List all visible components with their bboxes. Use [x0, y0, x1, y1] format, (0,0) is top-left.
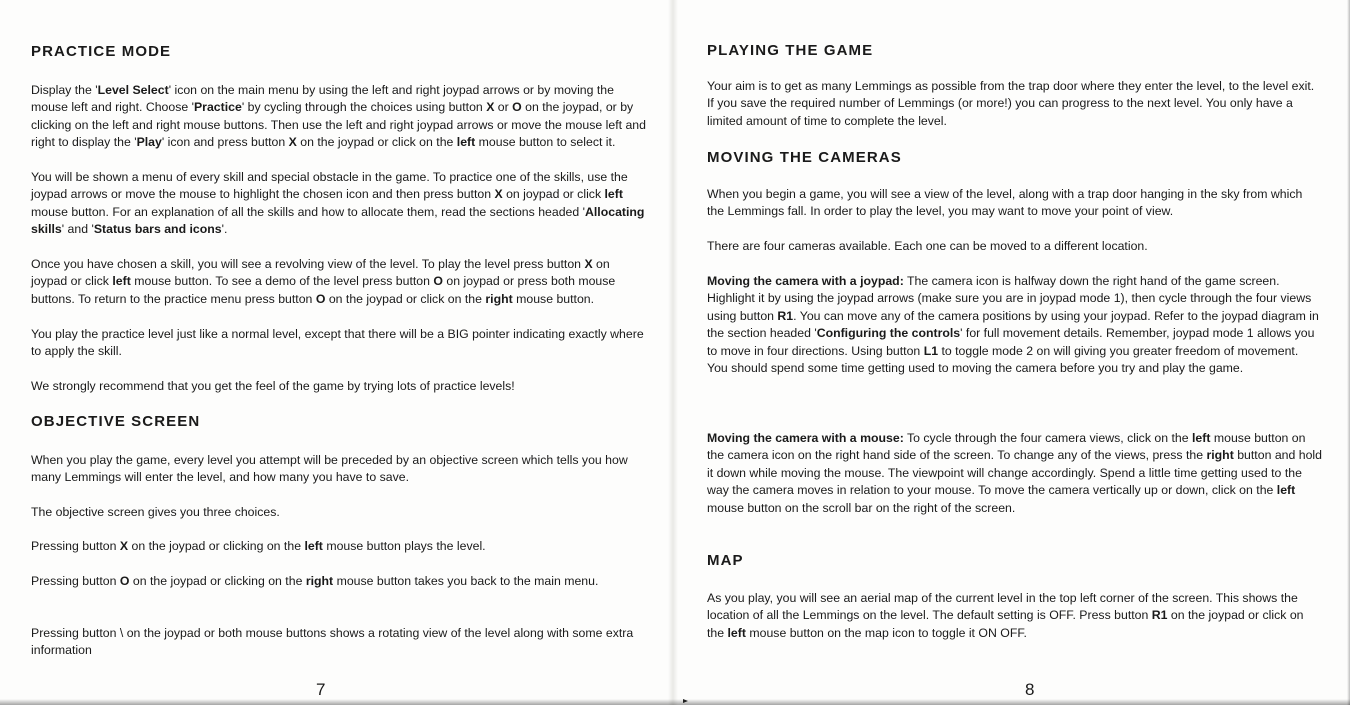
playing-the-game-heading: PLAYING THE GAME	[707, 42, 874, 59]
bold-term: Play	[136, 135, 162, 150]
bold-term: right	[1206, 448, 1234, 463]
objective-paragraph-3: Pressing button X on the joypad or clicking on the left mouse button plays the level.	[31, 539, 486, 553]
bold-term: X	[486, 100, 495, 115]
bold-term: Configuring the controls	[816, 326, 961, 341]
bold-term: O	[315, 291, 326, 306]
bold-term: Moving the camera with a joypad:	[707, 274, 904, 288]
bold-term: R1	[777, 308, 794, 323]
bold-term: right	[305, 574, 334, 588]
bold-term: X	[119, 539, 129, 553]
bold-term: left	[727, 625, 746, 640]
cameras-paragraph-4: Moving the camera with a mouse: To cycle through the four camera views, click on the left mouse button on the camera icon on the right hand side of the screen. To change any of the views, press the right button and hold it down while moving the mouse. The viewpoint will change accordingly. Spend a little time getting used to the way the camera moves in relation to your mouse. To move the camera vertically up or down, click on the left mouse button on the scroll bar on the right of the screen.	[707, 431, 1323, 515]
bold-term: left	[1192, 431, 1211, 445]
page-number-left: 7	[316, 680, 326, 699]
left-page	[0, 0, 672, 705]
practice-paragraph-4: You play the practice level just like a normal level, except that there will be a BIG pointer indicating exactly where to apply the skill.	[31, 327, 644, 359]
moving-the-cameras-heading: MOVING THE CAMERAS	[707, 149, 902, 166]
cameras-paragraph-3: Moving the camera with a joypad: The camera icon is halfway down the right hand of the game screen. Highlight it by using the joypad arrows (make sure you are in joypad mode 1), then cycle through the four views using button R1. You can move any of the camera positions by using your joypad. Refer to the joypad diagram in the section headed 'Configuring the controls' for full movement details. Remember, joypad mode 1 allows you to move in four directions. Using button L1 to toggle mode 2 on will giving you greater freedom of movement. You should spend some time getting used to moving the camera before you try and play the game.	[707, 274, 1319, 376]
cameras-paragraph-2: There are four cameras available. Each one can be moved to a different location.	[707, 239, 1148, 253]
bold-term: O	[433, 274, 443, 289]
bold-term: left	[456, 135, 476, 150]
bold-term: Status bars and icons	[93, 222, 222, 237]
bold-term: Practice	[193, 100, 242, 115]
cameras-paragraph-1: When you begin a game, you will see a view of the level, along with a trap door hanging in the sky from which the Lemmings fall. In order to play the level, you may want to move your point of view.	[707, 187, 1303, 219]
bold-term: O	[512, 100, 522, 115]
bold-term: X	[494, 187, 503, 202]
objective-screen-heading: OBJECTIVE SCREEN	[31, 413, 201, 430]
objective-paragraph-2: The objective screen gives you three choices.	[31, 505, 280, 519]
playing-paragraph-1: Your aim is to get as many Lemmings as possible from the trap door where they enter the level, to the level exit. If you save the required number of Lemmings (or more!) you can progress to the next level. You only have a limited amount of time to complete the level.	[707, 79, 1315, 128]
objective-paragraph-5: Pressing button \ on the joypad or both mouse buttons shows a rotating view of the level along with some extra information	[31, 626, 634, 658]
map-paragraph-1: As you play, you will see an aerial map of the current level in the top left corner of the screen. This shows the location of all the Lemmings on the level. The default setting is OFF. Press button R1 on the joypad or click on the left mouse button on the map icon to toggle it ON OFF.	[707, 591, 1304, 640]
practice-mode-heading: PRACTICE MODE	[31, 43, 172, 60]
page-number-right: 8	[1025, 680, 1035, 699]
practice-paragraph-1: Display the 'Level Select' icon on the main menu by using the left and right joypad arrows or by moving the mouse left and right. Choose 'Practice' by cycling through the choices using button X or O on the joypad, or by clicking on the left and right mouse buttons. Then use the left and right joypad arrows or move the mouse left and right to display the 'Play' icon and press button X on the joypad or click on the left mouse button to select it.	[31, 83, 646, 150]
bold-term: left	[1276, 483, 1296, 498]
bold-term: Level Select	[97, 83, 169, 97]
bold-term: left	[304, 539, 323, 553]
map-heading: MAP	[707, 552, 744, 569]
bold-term: left	[112, 274, 131, 289]
bold-term: X	[584, 257, 593, 271]
objective-paragraph-4: Pressing button O on the joypad or clicking on the right mouse button takes you back to the main menu.	[31, 574, 599, 588]
bold-term: X	[288, 135, 297, 150]
bold-term: right	[485, 291, 513, 306]
practice-paragraph-3: Once you have chosen a skill, you will see a revolving view of the level. To play the level press button X on joypad or click left mouse button. To see a demo of the level press button O on joypad or press both mouse buttons. To return to the practice menu press button O on the joypad or click on the right mouse button.	[31, 257, 616, 306]
objective-paragraph-1: When you play the game, every level you attempt will be preceded by an objective screen which tells you how many Lemmings will enter the level, and how many you have to save.	[31, 453, 628, 485]
practice-paragraph-5: We strongly recommend that you get the feel of the game by trying lots of practice levels!	[31, 379, 515, 393]
bold-term: Allocating skills	[31, 204, 645, 237]
bold-term: left	[604, 187, 623, 202]
bold-term: R1	[1151, 608, 1168, 623]
bottom-edge-shadow	[0, 699, 1350, 705]
bold-term: O	[119, 574, 130, 588]
bold-term: Moving the camera with a mouse:	[707, 431, 904, 445]
right-page	[672, 0, 1350, 705]
bold-term: L1	[923, 343, 939, 358]
practice-paragraph-2: You will be shown a menu of every skill and special obstacle in the game. To practice one of the skills, use the joypad arrows or move the mouse to highlight the chosen icon and then press button X on joypad or click left mouse button. For an explanation of all the skills and how to allocate them, read the sections headed 'Allocating skills' and 'Status bars and icons'.	[31, 170, 645, 237]
